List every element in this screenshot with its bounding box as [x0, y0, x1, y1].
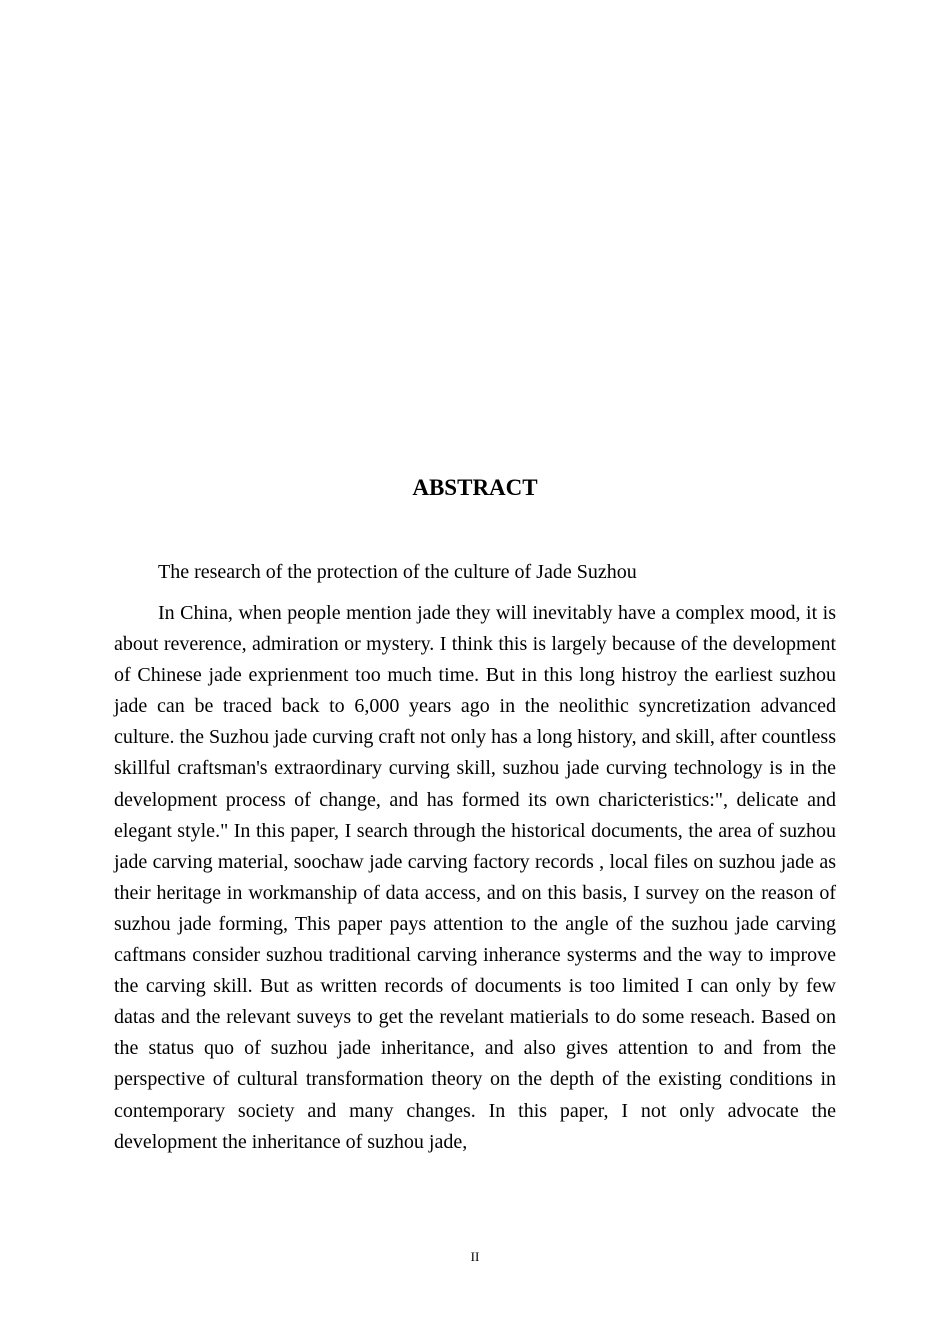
abstract-body: In China, when people mention jade they will inevitably have a complex mood, it is about reverence, admiration or mystery. I think this is largely because of the development of Chinese jade exprienment too much time. But in this long histroy the earliest suzhou jade can be traced back to 6,000 years ago in the neolithic syncretization advanced culture. the Suzhou jade curving craft not only has a long history, and skill, after countless skillful craftsman's extraordinary curving skill, suzhou jade curving technology is in the development process of change, and has formed its own charicteristics:", delicate and elegant style." In this paper, I search through the historical documents, the area of suzhou jade carving material, soochaw jade carving factory records , local files on suzhou jade as their heritage in workmanship of data access, and on this basis, I survey on the reason of suzhou jade forming, This paper pays attention to the angle of the suzhou jade carving caftmans consider suzhou traditional carving inherance systerms and the way to improve the carving skill. But as written records of documents is too limited I can only by few datas and the relevant suveys to get the revelant matierials to do some reseach. Based on the status quo of suzhou jade inheritance, and also gives attention to and from the perspective of cultural transformation theory on the depth of the existing conditions in contemporary society and many changes. In this paper, I not only advocate the development the inheritance of suzhou jade,: [114, 602, 836, 1153]
paper-subtitle: The research of the protection of the culture of Jade Suzhou: [158, 561, 637, 583]
abstract-heading: ABSTRACT: [412, 475, 538, 500]
page-number: II: [470, 1249, 480, 1264]
